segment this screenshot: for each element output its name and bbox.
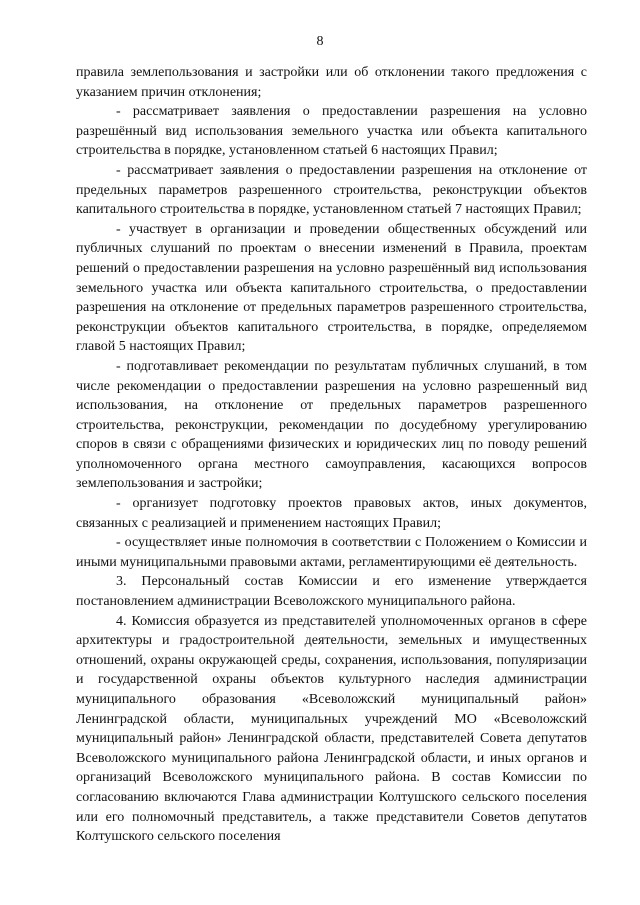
paragraph-item-4: 4. Комиссия образуется из представителей уполномоченных органов в сфере архитектуры и градостроительной деятельности, земельных и имущественных отношений, охраны окружающей среды, сохранения, использования, популяризации и государственной охраны объектов культурного наследия администрации муниципального образования «Всеволожский муниципальный район» Ленинградской области, муниципальных учреждений МО «Всеволожский муниципальный район» Ленинградской области, представителей Совета депутатов Всеволожского муниципального района Ленинградской области, и иных органов и организаций Всеволожского муниципального района. В состав Комиссии по согласованию включаются Глава администрации Колтушского сельского поселения или его полномочный представитель, а также представители Советов депутатов Колтушского сельского поселения (76, 613, 587, 845)
paragraph-recommendations: - подготавливает рекомендации по результатам публичных слушаний, в том числе рекомендации о предоставлении разрешения на условно разрешенный вид использования, на отклонение от предельных параметров разрешенного строительства, реконструкции, рекомендации по досудебному урегулированию споров в связи с обращениями физических и юридических лиц по поводу решений уполномоченного органа местного самоуправления, касающихся вопросов землепользования и застройки; (76, 358, 587, 492)
paragraph-deviation-permit: - рассматривает заявления о предоставлении разрешения на отклонение от предельных параметров разрешенного строительства, реконструкции объектов капитального строительства в порядке, установленном статьей 7 настоящих Правил; (76, 162, 587, 218)
paragraph-continuation: правила землепользования и застройки или об отклонении такого предложения с указанием причин отклонения; (76, 65, 587, 100)
paragraph-public-hearings: - участвует в организации и проведении общественных обсуждений или публичных слушаний по проектам о внесении изменений в Правила, проектам решений о предоставлении разрешения на условно разрешённый вид использования земельного участка или объекта капитального строительства, о предоставлении разрешения на отклонение от предельных параметров разрешенного строительства, реконструкции объектов капитального строительства, в порядке, определяемом главой 5 настоящих Правил; (76, 221, 587, 355)
paragraph-other-powers: - осуществляет иные полномочия в соответствии с Положением о Комиссии и иными муниципальными правовыми актами, регламентирующими её деятельность. (76, 535, 587, 570)
page-number: 8 (316, 34, 324, 49)
paragraph-legal-acts: - организует подготовку проектов правовых актов, иных документов, связанных с реализацией и применением настоящих Правил; (76, 496, 587, 531)
body-text (76, 63, 587, 847)
paragraph-conditional-use-permit: - рассматривает заявления о предоставлении разрешения на условно разрешённый вид использования земельного участка или объекта капитального строительства в порядке, установленном статьей 6 настоящих Правил; (76, 104, 587, 159)
paragraph-item-3: 3. Персональный состав Комиссии и его изменение утверждается постановлением администрации Всеволожского муниципального района. (76, 574, 587, 610)
